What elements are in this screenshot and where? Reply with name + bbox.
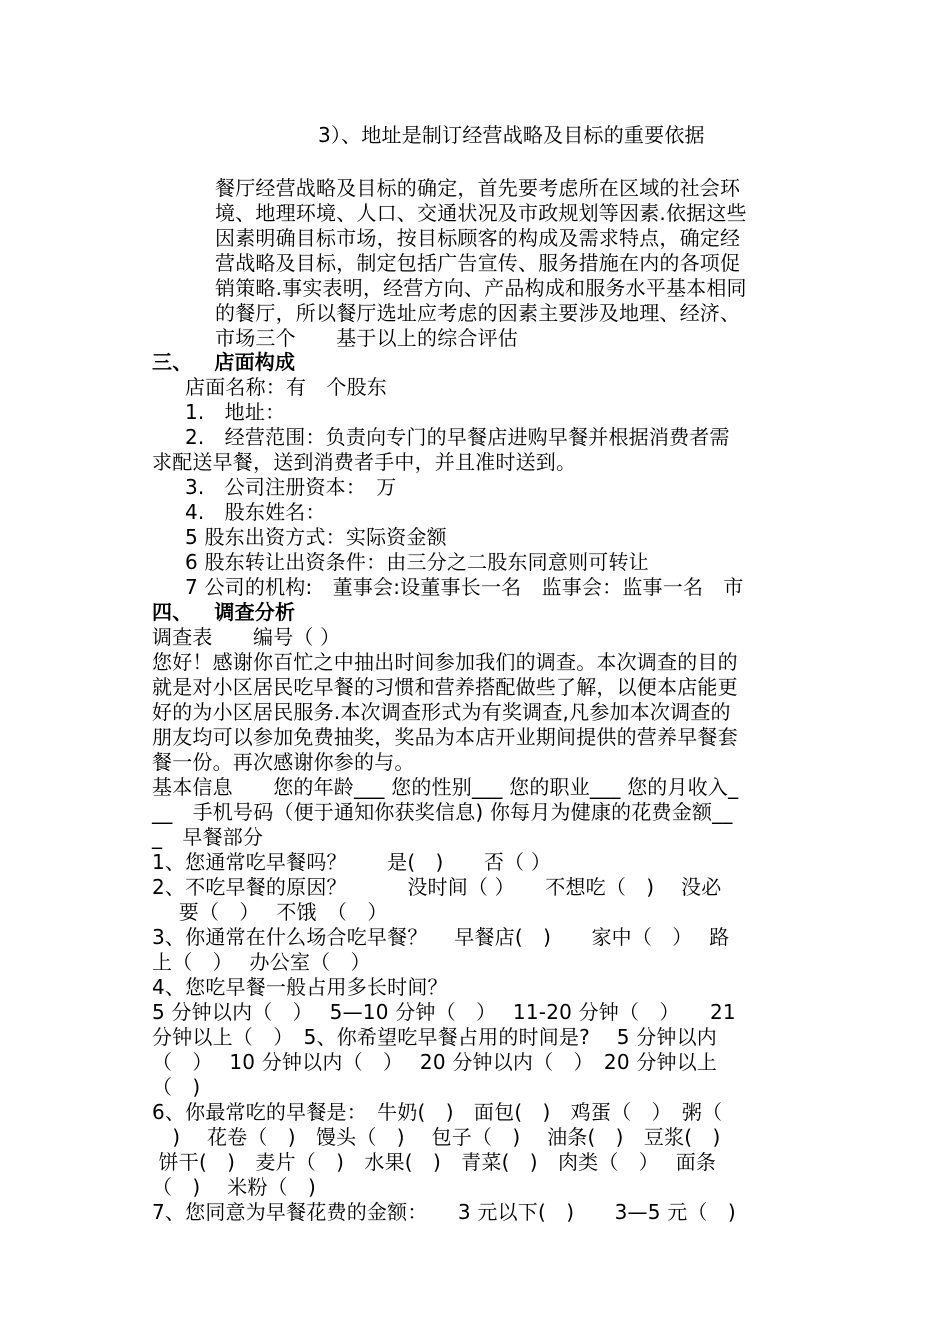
question-line: ) 花卷（ ) 馒头（ ) 包子（ ) 油条( ) 豆浆( )	[152, 1125, 721, 1149]
question-line: 6、你最常吃的早餐是： 牛奶( ) 面包( ) 鸡蛋（ ） 粥（	[152, 1100, 723, 1124]
intro-line: 好的为小区居民服务.本次调查形式为有奖调查,凡参加本次调查的	[152, 700, 731, 724]
paragraph-line: 餐厅经营战略及目标的确定，首先要考虑所在区域的社会环	[215, 176, 741, 200]
paragraph-strategy	[215, 176, 747, 351]
survey-table-header: 调查表 编号（ ）	[152, 625, 341, 649]
basic-info-line: __ 手机号码（便于通知你获奖信息) 你每月为健康的花费金额__	[152, 800, 733, 824]
section-number: 三、	[152, 350, 193, 374]
question-line: 分钟以上（ ） 5、你希望吃早餐占用的时间是? 5 分钟以内	[152, 1025, 717, 1049]
question-line: 5 分钟以内（ ） 5—10 分钟（ ） 11-20 分钟（ ） 21	[152, 1000, 736, 1024]
paragraph-line: 境、地理环境、人口、交通状况及市政规划等因素.依据这些	[215, 201, 747, 225]
intro-line: 朋友均可以参加免费抽奖，奖品为本店开业期间提供的营养早餐套	[152, 725, 738, 749]
store-name-line: 店面名称：有 个股东	[185, 375, 387, 399]
survey-questions	[152, 850, 736, 1225]
subheading-address-importance: 3）、地址是制订经营战略及目标的重要依据	[318, 123, 705, 147]
intro-line: 餐一份。再次感谢你参的与。	[152, 750, 415, 774]
question-line: 3、你通常在什么场合吃早餐？ 早餐店( ) 家中（ ） 路	[152, 925, 730, 949]
intro-line: 您好！感谢你百忙之中抽出时间参加我们的调查。本次调查的目的	[152, 650, 738, 674]
transfer-condition-line: 6 股东转让出资条件：由三分之二股东同意则可转让	[185, 550, 649, 574]
question-line: 上（ ） 办公室（ ）	[152, 950, 371, 974]
paragraph-line: 市场三个 基于以上的综合评估	[215, 326, 518, 350]
address-line: 1. 地址：	[185, 400, 286, 424]
registered-capital-line: 3. 公司注册资本： 万	[185, 475, 397, 499]
capital-contribution-line: 5 股东出资方式：实际资金额	[185, 525, 447, 549]
question-line: （ ) 米粉（ )	[152, 1175, 316, 1199]
question-line: （ )	[152, 1075, 201, 1099]
section-heading-survey-analysis	[152, 600, 295, 625]
question-line: 4、您吃早餐一般占用多长时间？	[152, 975, 448, 999]
section-number: 四、	[152, 600, 193, 624]
paragraph-line: 销策略.事实表明，经营方向、产品构成和服务水平基本相同	[215, 276, 747, 300]
question-line: 7、您同意为早餐花费的金额： 3 元以下( ) 3—5 元（ )	[152, 1200, 736, 1224]
business-scope-continued: 求配送早餐，送到消费者手中，并且准时送到。	[152, 450, 577, 474]
question-line: 饼干( ) 麦片（ ) 水果( ) 青菜( ) 肉类（ ） 面条	[152, 1150, 717, 1174]
section-heading-store-composition	[152, 350, 295, 375]
question-line: 1、您通常吃早餐吗？ 是( ) 否（ ）	[152, 850, 552, 874]
shareholder-name-line: 4. 股东姓名：	[185, 500, 326, 524]
section-title: 店面构成	[214, 350, 296, 374]
intro-line: 就是对小区居民吃早餐的习惯和营养搭配做些了解，以便本店能更	[152, 675, 738, 699]
question-line: 2、不吃早餐的原因？ 没时间（ ） 不想吃（ ) 没必	[152, 875, 722, 899]
basic-info-line: 基本信息 您的年龄___ 您的性别___ 您的职业___ 您的月收入_	[152, 775, 739, 799]
paragraph-line: 的餐厅，所以餐厅选址应考虑的因素主要涉及地理、经济、	[215, 301, 741, 325]
business-scope-line: 2. 经营范围：负责向专门的早餐店进购早餐并根据消费者需	[185, 425, 730, 449]
survey-intro	[152, 650, 738, 775]
paragraph-line: 营战略及目标，制定包括广告宣传、服务措施在内的各项促	[215, 251, 741, 275]
basic-info-block	[152, 775, 738, 850]
paragraph-line: 因素明确目标市场，按目标顾客的构成及需求特点，确定经	[215, 226, 741, 250]
question-line: （ ） 10 分钟以内（ ） 20 分钟以内（ ） 20 分钟以上	[152, 1050, 718, 1074]
basic-info-line: _ 早餐部分	[152, 825, 264, 849]
company-structure-line: 7 公司的机构: 董事会:设董事长一名 监事会：监事一名 市	[185, 575, 744, 599]
question-line: 要（ ） 不饿 （ ）	[152, 900, 388, 924]
section-title: 调查分析	[214, 600, 296, 624]
